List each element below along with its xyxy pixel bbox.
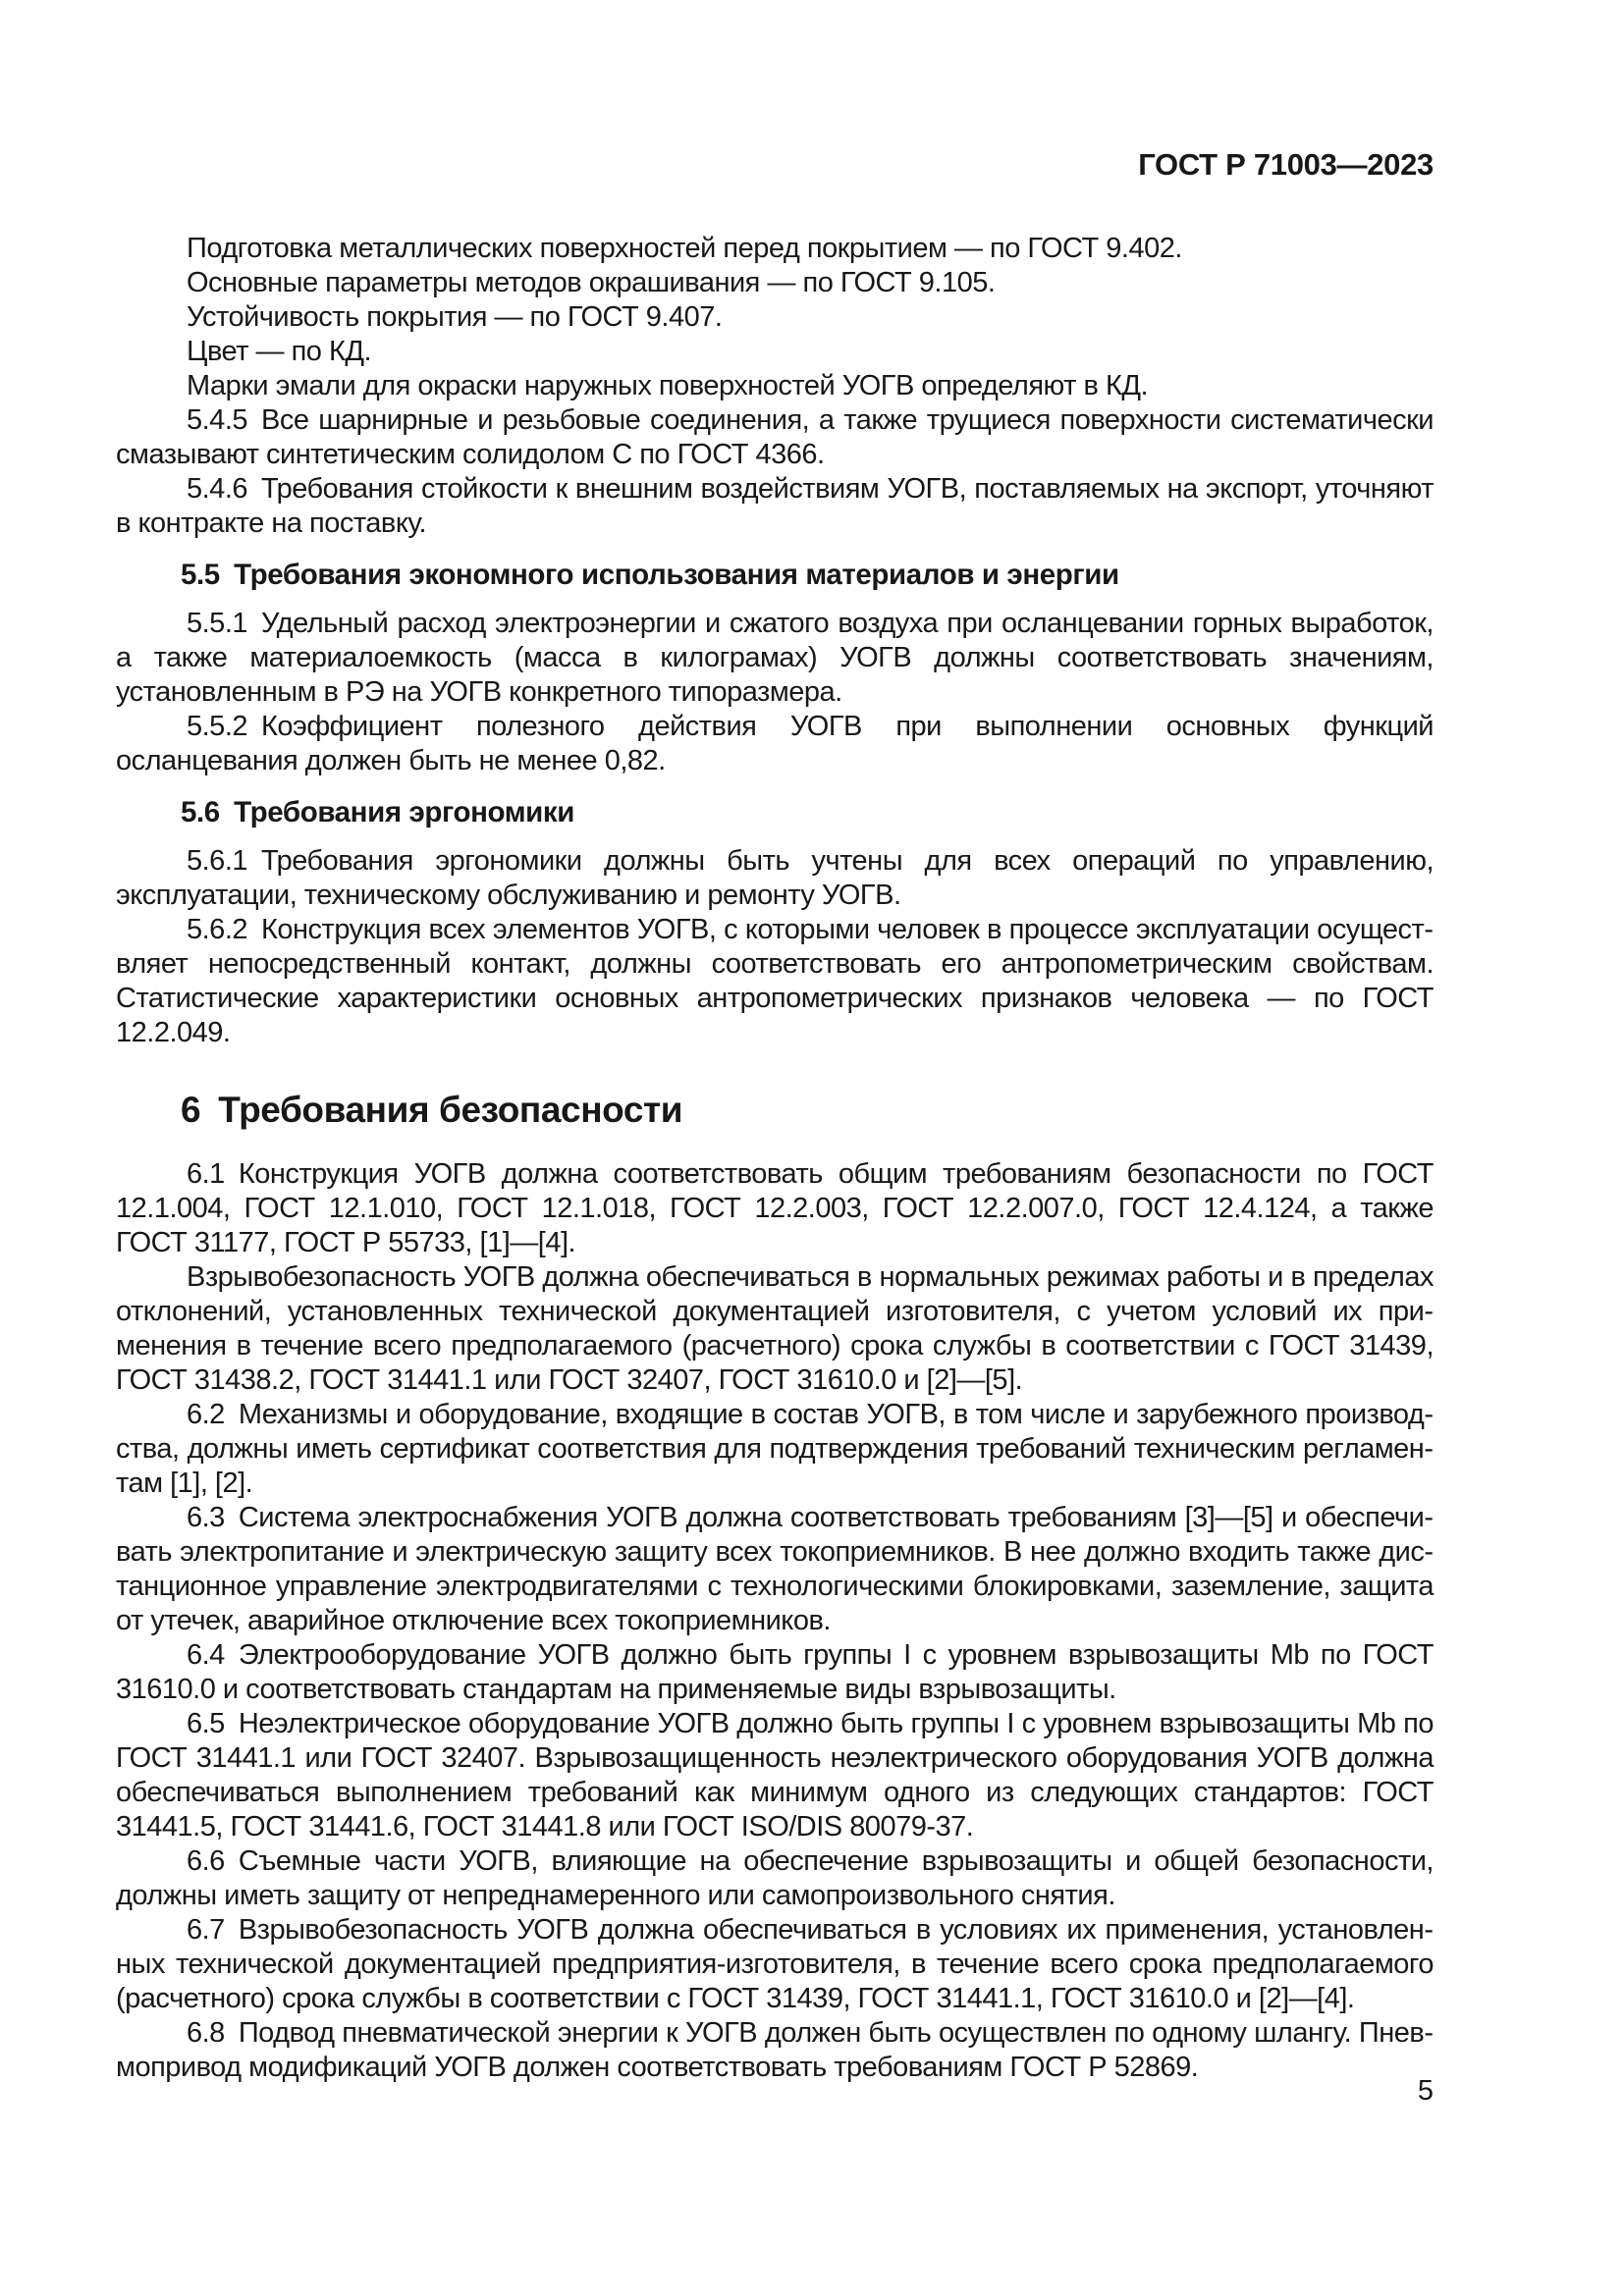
paragraph-5-5-2: 5.5.2 Коэффициент полезного действия УОГВ при выполнении основных функций осланцевания должен быть не менее 0,82. [116,711,1434,776]
chapter-heading-6: 6 Требования безопасности [181,1090,683,1130]
section-heading-5-6: 5.6 Требования эргономики [181,796,574,828]
paragraph: Основные параметры методов окрашивания — по ГОСТ 9.105. [187,267,996,298]
document-code-header: ГОСТ Р 71003—2023 [1138,147,1434,182]
paragraph-6-3: 6.3 Система электроснабжения УОГВ должна соответствовать требованиям [3]—[5] и обеспечивать электропитание и электрическую защиту всех токоприемников. В нее должно входить также дистанционное управление электродвигателями с технологическими блокировками, заземление, защита от утечек, аварийное отключение всех токоприемников. [116,1502,1434,1636]
document-body [116,232,1434,2085]
page-number: 5 [1417,2075,1434,2107]
paragraph-6-4: 6.4 Электрооборудование УОГВ должно быть группы I с уровнем взрывозащиты Mb по ГОСТ 31610.0 и соответствовать стандартам на применяемые виды взрывозащиты. [116,1639,1434,1705]
paragraph: Подготовка металлических поверхностей перед покрытием — по ГОСТ 9.402. [187,233,1182,264]
paragraph: Взрывобезопасность УОГВ должна обеспечиваться в нормальных режимах работы и в пределах отклонений, установленных технической документацией изготовителя, с учетом условий их применения в течение всего предполагаемого (расчетного) срока службы в соответствии с ГОСТ 31439, ГОСТ 31438.2, ГОСТ 31441.1 или ГОСТ 32407, ГОСТ 31610.0 и [2]—[5]. [116,1261,1434,1396]
paragraph-6-2: 6.2 Механизмы и оборудование, входящие в состав УОГВ, в том числе и зарубежного производства, должны иметь сертификат соответствия для подтверждения требований техническим регламентам [1], [2]. [116,1399,1434,1499]
paragraph-5-4-6: 5.4.6 Требования стойкости к внешним воздействиям УОГВ, поставляемых на экспорт, уточняют в контракте на поставку. [116,473,1434,539]
paragraph-5-5-1: 5.5.1 Удельный расход электроэнергии и сжатого воздуха при осланцевании горных выработок, а также материалоемкость (масса в килограмах) УОГВ должны соответствовать значениям, установленным в РЭ на УОГВ конкретного типоразмера. [116,608,1434,708]
paragraph-6-5: 6.5 Неэлектрическое оборудование УОГВ должно быть группы I с уровнем взрывозащиты Mb по ГОСТ 31441.1 или ГОСТ 32407. Взрывозащищенность неэлектрического оборудования УОГВ должна обеспечиваться выполнением требований как минимум одного из следующих стандартов: ГОСТ 31441.5, ГОСТ 31441.6, ГОСТ 31441.8 или ГОСТ ISO/DIS 80079-37. [116,1708,1434,1842]
section-heading-5-5: 5.5 Требования экономного использования материалов и энергии [181,559,1119,591]
paragraph-5-6-1: 5.6.1 Требования эргономики должны быть учтены для всех операций по управлению, эксплуатации, техническому обслуживанию и ремонту УОГВ. [116,845,1434,911]
paragraph: Марки эмали для окраски наружных поверхностей УОГВ определяют в КД. [187,370,1149,401]
paragraph-6-7: 6.7 Взрывобезопасность УОГВ должна обеспечиваться в условиях их применения, установленных технической документацией предприятия-изготовителя, в течение всего срока предполагаемого (расчетного) срока службы в соответствии с ГОСТ 31439, ГОСТ 31441.1, ГОСТ 31610.0 и [2]—[4]. [116,1914,1434,2014]
paragraph-6-8: 6.8 Подвод пневматической энергии к УОГВ должен быть осуществлен по одному шлангу. Пневмопривод модификаций УОГВ должен соответствовать требованиям ГОСТ Р 52869. [116,2017,1434,2083]
paragraph: Устойчивость покрытия — по ГОСТ 9.407. [187,301,723,333]
paragraph-6-1: 6.1 Конструкция УОГВ должна соответствовать общим требованиям безопасности по ГОСТ 12.1.004, ГОСТ 12.1.010, ГОСТ 12.1.018, ГОСТ 12.2.003, ГОСТ 12.2.007.0, ГОСТ 12.4.124, а также ГОСТ 31177, ГОСТ Р 55733, [1]—[4]. [116,1158,1434,1258]
paragraph-6-6: 6.6 Съемные части УОГВ, влияющие на обеспечение взрывозащиты и общей безопасности, должны иметь защиту от непреднамеренного или самопроизвольного снятия. [116,1845,1434,1911]
paragraph-5-6-2: 5.6.2 Конструкция всех элементов УОГВ, с которыми человек в процессе эксплуатации осуществляет непосредственный контакт, должны соответствовать его антропометрическим свойствам. Статистические характеристики основных антропометрических признаков человека — по ГОСТ 12.2.049. [116,914,1434,1048]
paragraph: Цвет — по КД. [187,336,372,367]
paragraph-5-4-5: 5.4.5 Все шарнирные и резьбовые соединения, а также трущиеся поверхности систематически смазывают синтетическим солидолом С по ГОСТ 4366. [116,404,1434,470]
